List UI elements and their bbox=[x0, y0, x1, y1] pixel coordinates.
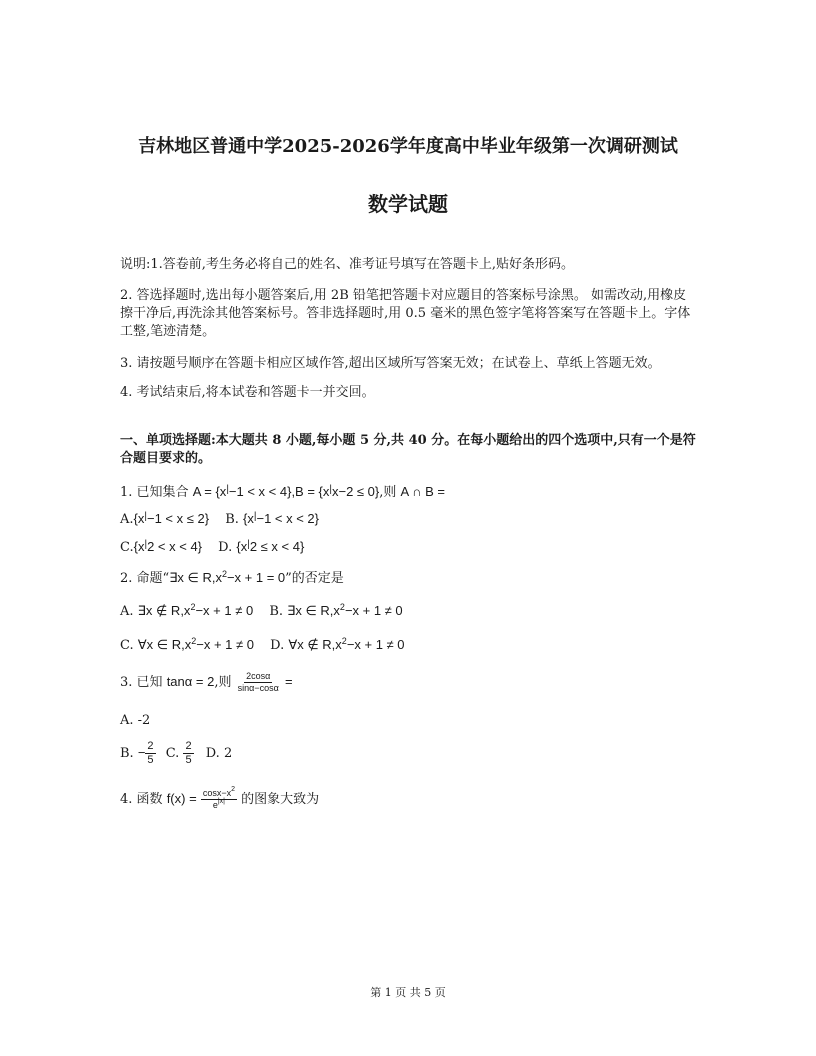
q2-options-row1 bbox=[120, 602, 696, 621]
q3-option-c: C. $\frac{2}{5}$ bbox=[165, 740, 192, 766]
q1-suffix: ,则 bbox=[379, 485, 397, 500]
q3-option-b: B. − $\frac{2}{5}$ bbox=[120, 740, 154, 766]
q2-option-d: D. ∀x ∉ $R,x^2-x + 1 \ne 0$ bbox=[270, 636, 405, 653]
q2-options-row2 bbox=[120, 636, 696, 655]
q1-option-a: A.{x|−1 < x ≤ 2} bbox=[120, 511, 210, 527]
question-4: 4. 函数 f(x) = $\frac{\cos x-x^2}{e^{|x|}}$ 的图象大致为 bbox=[120, 786, 320, 810]
q1-prefix: 1. 已知集合 bbox=[120, 485, 189, 500]
q4-function: f(x) = bbox=[166, 791, 197, 806]
instruction-3: 3. 请按题号顺序在答题卡相应区域作答,超出区域所写答案无效；在试卷上、草纸上答题无效。 bbox=[120, 356, 661, 371]
section-1-heading: 一、单项选择题:本大题共 8 小题,每小题 5 分,共 40 分。在每小题给出的四个选项中,只有一个是符合题目要求的。 bbox=[120, 433, 696, 466]
question-2: 2. 命题“∃x ∈ $R,x^2-x + 1 = 0$”的否定是 bbox=[120, 569, 344, 586]
instruction-2: 2. 答选择题时,选出每小题答案后,用 2B 铅笔把答题卡对应题目的答案标号涂黑。 如需改动,用橡皮擦干净后,再洗涂其他答案标号。答非选择题时,用 0.5 毫米的黑色签字笔将答案写在答题卡上。字体工整,笔迹清楚。 bbox=[120, 288, 691, 339]
q2-stem-math: ∃x ∈ $R,x^2-x + 1 = 0$ bbox=[169, 569, 286, 585]
page-footer: 第 1 页 共 5 页 bbox=[370, 986, 446, 999]
instruction-1: 说明:1.答卷前,考生务必将自己的姓名、准考证号填写在答题卡上,贴好条形码。 bbox=[120, 257, 575, 272]
q3-option-a: A. -2 bbox=[120, 713, 151, 728]
question-1 bbox=[120, 483, 696, 502]
q1-options-row2 bbox=[120, 538, 696, 557]
q3-options-row2 bbox=[120, 740, 696, 767]
q1-expr: A ∩ B = bbox=[400, 484, 445, 499]
q3-given: tanα = 2 bbox=[166, 674, 215, 689]
q3-option-d: D. 2 bbox=[205, 746, 233, 761]
question-3: 3. 已知 tanα = 2,则 $\frac{2\cos\alpha}{\sin\alpha-\cos\alpha}$ = bbox=[120, 671, 293, 693]
q4-fraction: $\frac{\cos x-x^2}{e^{|x|}}$ bbox=[202, 786, 235, 810]
q2-option-a: A. ∃x ∉ $R,x^2-x + 1 \ne 0$ bbox=[120, 602, 254, 619]
q1-option-d: D. {x|2 ≤ x < 4} bbox=[218, 539, 305, 555]
q2-option-c: C. ∀x ∈ $R,x^2-x + 1 \ne 0$ bbox=[120, 636, 254, 653]
q1-option-b: B. {x|−1 < x < 2} bbox=[225, 511, 320, 527]
q2-option-b: B. ∃x ∈ $R,x^2-x + 1 \ne 0$ bbox=[269, 602, 403, 619]
q1-option-c: C.{x|2 < x < 4} bbox=[120, 539, 203, 555]
exam-title: 吉林地区普通中学2025-2026学年度高中毕业年级第一次调研测试 bbox=[138, 136, 678, 157]
q3-fraction: $\frac{2\cos\alpha}{\sin\alpha-\cos\alpha}$ bbox=[237, 671, 279, 693]
q1-set-a: A = {x|−1 < x < 4},B = {x|x−2 ≤ 0} bbox=[192, 484, 380, 499]
q1-options-row1 bbox=[120, 510, 696, 529]
instruction-4: 4. 考试结束后,将本试卷和答题卡一并交回。 bbox=[120, 385, 375, 400]
exam-subtitle: 数学试题 bbox=[368, 192, 448, 216]
